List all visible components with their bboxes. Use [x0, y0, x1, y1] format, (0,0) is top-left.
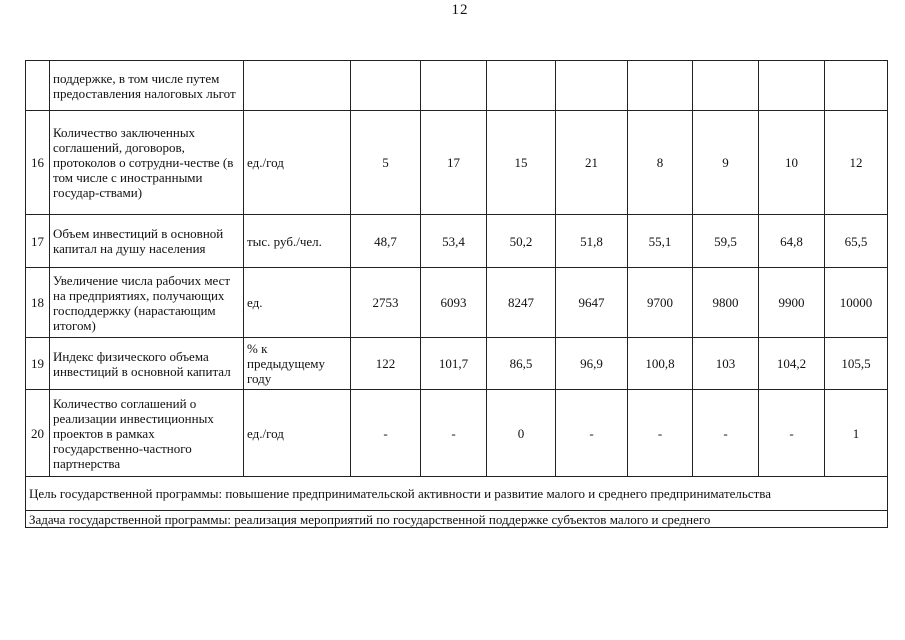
value-cell: 2753 [351, 268, 421, 338]
value-cell: - [693, 390, 759, 477]
value-cell: 104,2 [759, 338, 825, 390]
value-cell: - [421, 390, 487, 477]
unit [244, 61, 351, 111]
value-cell: 9700 [628, 268, 693, 338]
value-cell: 105,5 [825, 338, 888, 390]
table-row [26, 390, 888, 477]
table-row [26, 215, 888, 268]
value-cell [693, 61, 759, 111]
indicator-name: Количество соглашений о реализации инвестиционных проектов в рамках государственно-частного партнерства [50, 390, 244, 477]
value-cell: 48,7 [351, 215, 421, 268]
value-cell [628, 61, 693, 111]
value-cell [487, 61, 556, 111]
value-cell: 122 [351, 338, 421, 390]
unit: ед./год [244, 111, 351, 215]
value-cell: 59,5 [693, 215, 759, 268]
value-cell: 5 [351, 111, 421, 215]
value-cell: 8 [628, 111, 693, 215]
value-cell [351, 61, 421, 111]
value-cell: 10 [759, 111, 825, 215]
table-row [26, 111, 888, 215]
row-number: 20 [26, 390, 50, 477]
value-cell: 65,5 [825, 215, 888, 268]
page-number: 12 [451, 2, 469, 18]
value-cell: 64,8 [759, 215, 825, 268]
value-cell: 9 [693, 111, 759, 215]
value-cell [421, 61, 487, 111]
table-row [26, 268, 888, 338]
value-cell: 9647 [556, 268, 628, 338]
value-cell [825, 61, 888, 111]
value-cell: 10000 [825, 268, 888, 338]
indicator-name: Увеличение числа рабочих мест на предприятиях, получающих господдержку (нарастающим итогом) [50, 268, 244, 338]
row-number: 17 [26, 215, 50, 268]
value-cell [759, 61, 825, 111]
indicator-name: поддержке, в том числе путем предоставления налоговых льгот [50, 61, 244, 111]
value-cell: 9800 [693, 268, 759, 338]
value-cell: 21 [556, 111, 628, 215]
indicators-table [25, 60, 888, 528]
value-cell: - [351, 390, 421, 477]
unit: ед./год [244, 390, 351, 477]
row-number: 19 [26, 338, 50, 390]
row-number: 16 [26, 111, 50, 215]
table-row [26, 477, 888, 511]
row-number: 18 [26, 268, 50, 338]
indicator-name: Объем инвестиций в основной капитал на душу населения [50, 215, 244, 268]
value-cell: - [628, 390, 693, 477]
value-cell: 103 [693, 338, 759, 390]
value-cell: 12 [825, 111, 888, 215]
unit: % к предыдущему году [244, 338, 351, 390]
indicator-name: Количество заключенных соглашений, договоров, протоколов о сотрудни-честве (в том числе с иностранными государ-ствами) [50, 111, 244, 215]
value-cell: 86,5 [487, 338, 556, 390]
value-cell: - [556, 390, 628, 477]
value-cell: 55,1 [628, 215, 693, 268]
value-cell: 17 [421, 111, 487, 215]
value-cell: 51,8 [556, 215, 628, 268]
value-cell: 9900 [759, 268, 825, 338]
value-cell: 101,7 [421, 338, 487, 390]
table-row [26, 338, 888, 390]
value-cell: 100,8 [628, 338, 693, 390]
table-row [26, 511, 888, 528]
unit: ед. [244, 268, 351, 338]
value-cell [556, 61, 628, 111]
indicator-name: Индекс физического объема инвестиций в основной капитал [50, 338, 244, 390]
value-cell: 8247 [487, 268, 556, 338]
value-cell: 1 [825, 390, 888, 477]
unit: тыс. руб./чел. [244, 215, 351, 268]
value-cell: 50,2 [487, 215, 556, 268]
value-cell: 0 [487, 390, 556, 477]
program-task: Задача государственной программы: реализация мероприятий по государственной поддержке субъектов малого и среднего [26, 511, 888, 528]
value-cell: 15 [487, 111, 556, 215]
program-goal: Цель государственной программы: повышение предпринимательской активности и развитие малого и среднего предпринимательства [26, 477, 888, 511]
row-number [26, 61, 50, 111]
table-row [26, 61, 888, 111]
value-cell: 96,9 [556, 338, 628, 390]
table-body [26, 61, 888, 528]
value-cell: 53,4 [421, 215, 487, 268]
value-cell: 6093 [421, 268, 487, 338]
value-cell: - [759, 390, 825, 477]
